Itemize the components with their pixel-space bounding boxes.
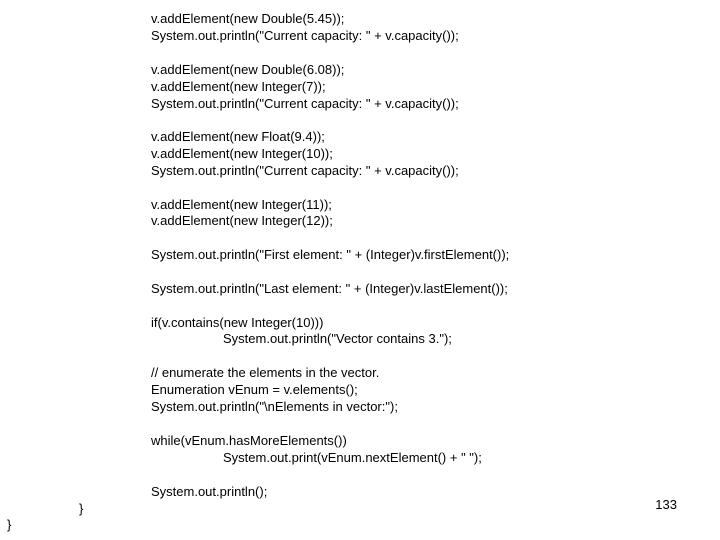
code-line: System.out.println("\nElements in vector:"); <box>151 399 398 414</box>
code-line: if(v.contains(new Integer(10))) <box>151 315 324 330</box>
code-line: v.addElement(new Double(5.45)); <box>151 11 345 26</box>
code-line: System.out.println("Current capacity: " + v.capacity()); <box>151 163 459 178</box>
code-line: v.addElement(new Integer(7)); <box>151 79 326 94</box>
slide-number: 133 <box>655 497 677 512</box>
code-line: v.addElement(new Integer(11)); <box>151 197 332 212</box>
code-line: System.out.println("Current capacity: " + v.capacity()); <box>151 96 459 111</box>
code-line: System.out.println("First element: " + (Integer)v.firstElement()); <box>151 247 510 262</box>
code-line: v.addElement(new Float(9.4)); <box>151 129 325 144</box>
code-line: System.out.println("Current capacity: " + v.capacity()); <box>151 28 459 43</box>
code-line: v.addElement(new Integer(12)); <box>151 213 333 228</box>
code-line: System.out.println("Vector contains 3."); <box>223 331 452 346</box>
code-line: // enumerate the elements in the vector. <box>151 365 380 380</box>
code-line: Enumeration vEnum = v.elements(); <box>151 382 358 397</box>
code-line: System.out.print(vEnum.nextElement() + " "); <box>223 450 482 465</box>
code-line: v.addElement(new Double(6.08)); <box>151 62 345 77</box>
code-line: while(vEnum.hasMoreElements()) <box>151 433 347 448</box>
code-line: v.addElement(new Integer(10)); <box>151 146 333 161</box>
code-line: System.out.println("Last element: " + (Integer)v.lastElement()); <box>151 281 508 296</box>
closing-brace: } <box>79 501 84 516</box>
code-line: System.out.println(); <box>151 484 268 499</box>
closing-brace: } <box>7 517 12 532</box>
